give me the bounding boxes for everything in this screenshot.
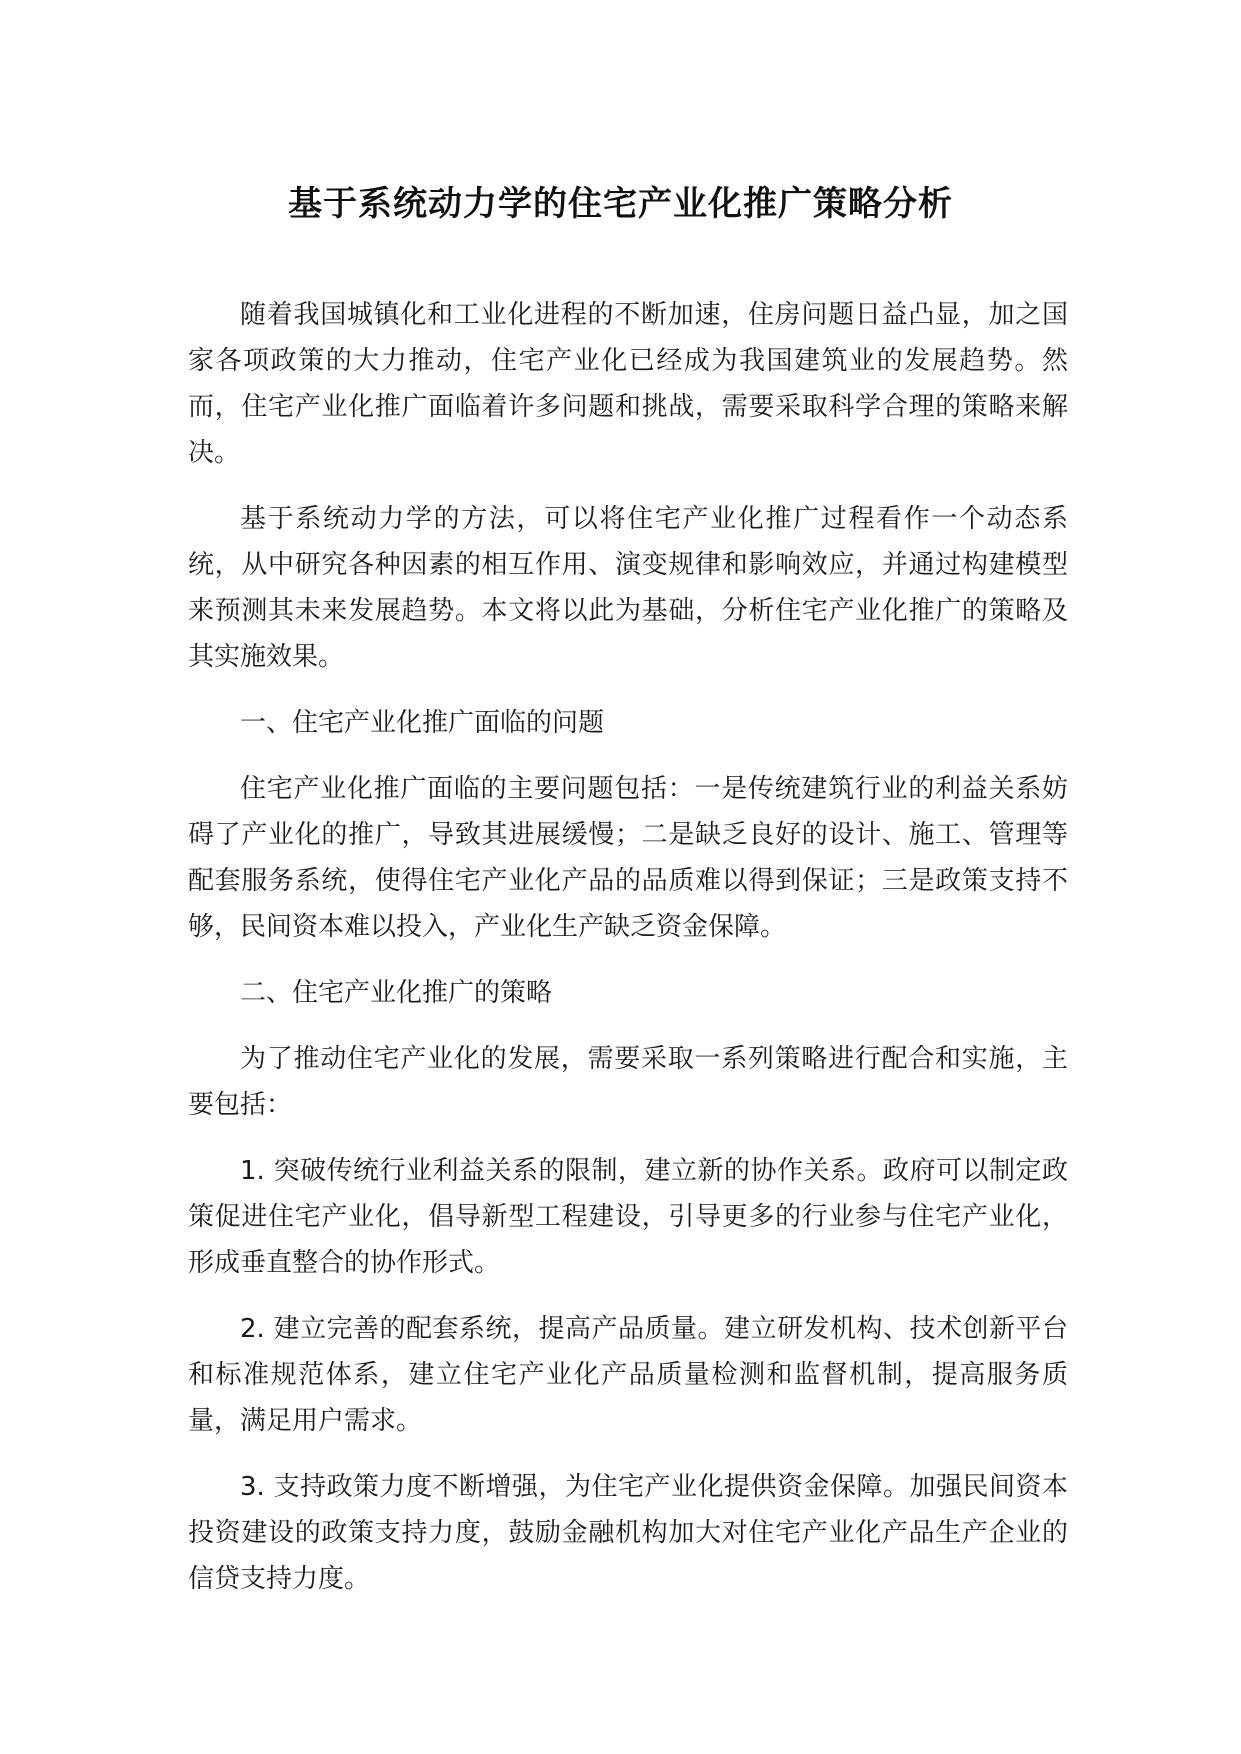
document-title: 基于系统动力学的住宅产业化推广策略分析 — [288, 184, 953, 224]
strategy-item-2: 2. 建立完善的配套系统，提高产品质量。建立研发机构、技术创新平台和标准规范体系，建立住宅产业化产品质量检测和监督机制，提高服务质量，满足用户需求。 — [188, 1314, 1068, 1436]
paragraph-problems: 住宅产业化推广面临的主要问题包括：一是传统建筑行业的利益关系妨碍了产业化的推广，导致其进展缓慢；二是缺乏良好的设计、施工、管理等配套服务系统，使得住宅产业化产品的品质难以得到保证；三是政策支持不够，民间资本难以投入，产业化生产缺乏资金保障。 — [188, 774, 1068, 942]
document-body — [188, 292, 1068, 1622]
paragraph-intro: 随着我国城镇化和工业化进程的不断加速，住房问题日益凸显，加之国家各项政策的大力推动，住宅产业化已经成为我国建筑业的发展趋势。然而，住宅产业化推广面临着许多问题和挑战，需要采取科学合理的策略来解决。 — [188, 300, 1068, 468]
paragraph-method: 基于系统动力学的方法，可以将住宅产业化推广过程看作一个动态系统，从中研究各种因素的相互作用、演变规律和影响效应，并通过构建模型来预测其未来发展趋势。本文将以此为基础，分析住宅产业化推广的策略及其实施效果。 — [188, 504, 1068, 672]
strategy-item-1: 1. 突破传统行业利益关系的限制，建立新的协作关系。政府可以制定政策促进住宅产业化，倡导新型工程建设，引导更多的行业参与住宅产业化，形成垂直整合的协作形式。 — [188, 1156, 1068, 1278]
paragraph-strategies-intro: 为了推动住宅产业化的发展，需要采取一系列策略进行配合和实施，主要包括： — [188, 1044, 1068, 1120]
strategy-item-3: 3. 支持政策力度不断增强，为住宅产业化提供资金保障。加强民间资本投资建设的政策支持力度，鼓励金融机构加大对住宅产业化产品生产企业的信贷支持力度。 — [188, 1472, 1068, 1594]
section-heading-strategies: 二、住宅产业化推广的策略 — [240, 978, 553, 1008]
section-heading-problems: 一、住宅产业化推广面临的问题 — [240, 708, 605, 738]
